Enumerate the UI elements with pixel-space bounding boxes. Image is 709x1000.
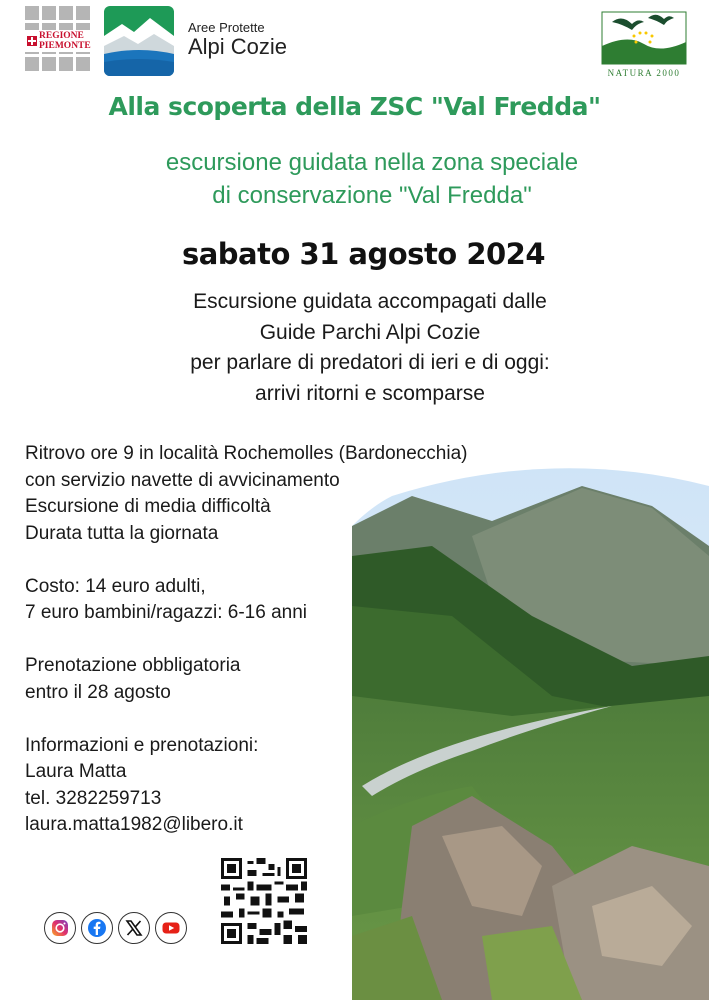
instagram-icon[interactable]	[44, 912, 76, 944]
contact-name: Laura Matta	[25, 761, 127, 782]
contact-email[interactable]: laura.matta1982@libero.it	[25, 814, 243, 835]
x-icon[interactable]	[118, 912, 150, 944]
booking-line: entro il 28 agosto	[25, 681, 171, 703]
regione-piemonte-logo	[25, 6, 97, 76]
regione-line2: PIEMONTE	[39, 41, 91, 51]
youtube-icon[interactable]	[155, 912, 187, 944]
detail-line: con servizio navette di avvicinamento	[25, 469, 340, 491]
intro-line: arrivi ritorni e scomparse	[255, 381, 485, 405]
brand-name	[188, 20, 287, 59]
brand-line1: Aree Protette	[188, 20, 265, 35]
piemonte-flag-icon	[27, 36, 37, 46]
subtitle-line: escursione guidata nella zona speciale	[165, 149, 579, 176]
intro-line: per parlare di predatori di ieri e di oggi:	[190, 351, 550, 374]
cost-line: Costo: 14 euro adulti,	[25, 575, 206, 597]
regione-line1: REGIONE	[39, 31, 84, 41]
subtitle-line: di conservazione "Val Fredda"	[212, 182, 532, 209]
natura-birds-icon	[598, 6, 690, 68]
detail-line: Escursione di media difficoltà	[25, 496, 271, 517]
social-links	[44, 912, 187, 944]
brand-line2: Alpi Cozie	[188, 34, 288, 59]
alpi-cozie-logo-icon	[104, 6, 174, 76]
cost-line: 7 euro bambini/ragazzi: 6-16 anni	[25, 602, 308, 623]
contact-phone[interactable]: tel. 3282259713	[25, 787, 162, 809]
detail-line: Durata tutta la giornata	[25, 522, 219, 544]
page-title: Alla scoperta della ZSC "Val Fredda"	[108, 92, 601, 121]
intro-line: Guide Parchi Alpi Cozie	[259, 320, 481, 344]
natura-2000-logo	[598, 6, 690, 80]
regione-label	[25, 30, 97, 52]
event-date: sabato 31 agosto 2024	[181, 237, 546, 271]
natura-label: NATURA 2000	[607, 68, 681, 78]
intro-text	[0, 287, 709, 409]
subtitle	[0, 146, 709, 212]
contact-heading: Informazioni e prenotazioni:	[25, 734, 259, 756]
detail-line: Ritrovo ore 9 in località Rochemolles (Bardonecchia)	[25, 443, 468, 464]
intro-line: Escursione guidata accompagati dalle	[193, 290, 547, 313]
qr-code-icon[interactable]	[221, 858, 307, 944]
event-details	[25, 441, 467, 839]
booking-line: Prenotazione obbligatoria	[25, 655, 241, 676]
facebook-icon[interactable]	[81, 912, 113, 944]
